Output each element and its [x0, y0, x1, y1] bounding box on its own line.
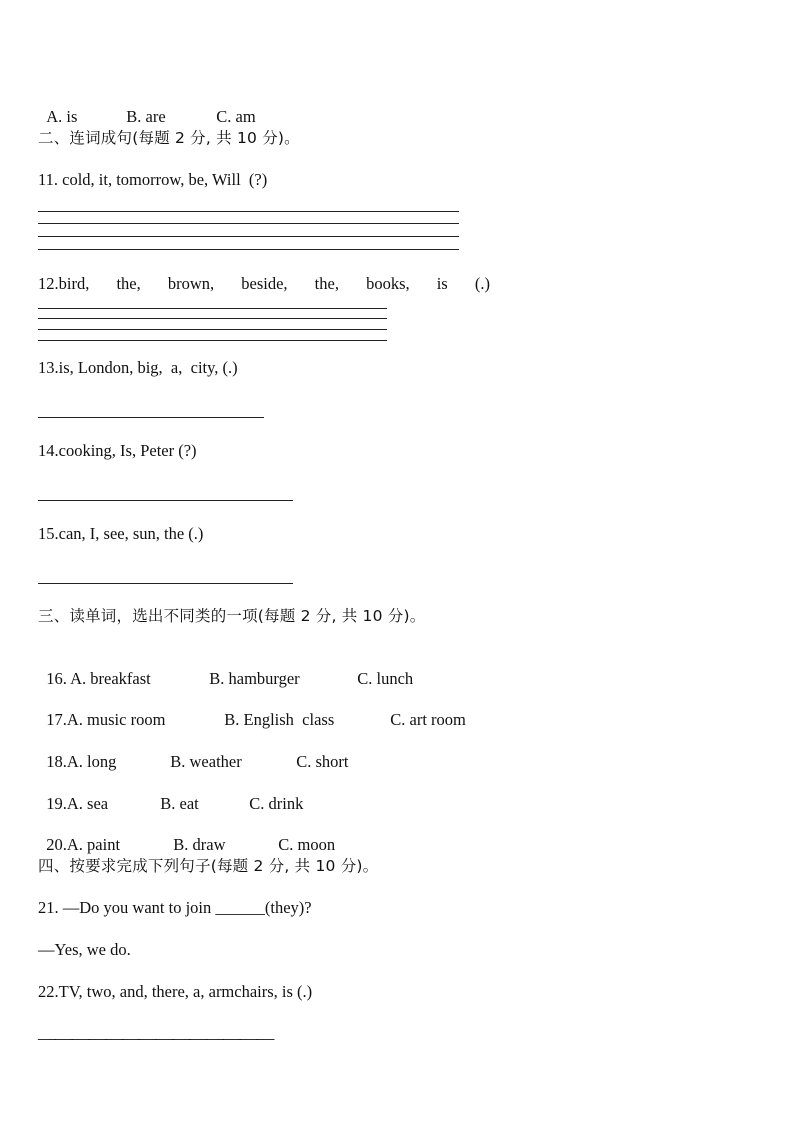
q20-option-b[interactable]: B. draw	[173, 835, 226, 854]
q11-answer-line-3[interactable]	[38, 236, 459, 237]
q17-option-b[interactable]: B. English class	[224, 710, 335, 729]
section2-heading: 二、连词成句(每题 2 分, 共 10 分)。	[38, 129, 300, 147]
section3-heading: 三、读单词，选出不同类的一项(每题 2 分, 共 10 分)。	[38, 607, 426, 625]
q12-answer-line-2[interactable]	[38, 318, 387, 319]
q17-option-a[interactable]: 17.A. music room	[46, 710, 166, 729]
q12-word: 12.bird,	[38, 274, 90, 293]
q17-option-c[interactable]: C. art room	[390, 710, 466, 729]
q10-option-c[interactable]: C. am	[216, 107, 256, 126]
q18-row	[38, 732, 349, 772]
q12-prompt	[38, 274, 490, 294]
q12-word: beside,	[241, 274, 288, 293]
section4-heading: 四、按要求完成下列句子(每题 2 分, 共 10 分)。	[38, 857, 379, 875]
q12-word: brown,	[167, 274, 215, 293]
q15-answer-line[interactable]	[38, 583, 293, 584]
q22-prompt: 22.TV, two, and, there, a, armchairs, is (.)	[38, 982, 313, 1001]
q16-option-b[interactable]: B. hamburger	[209, 669, 300, 688]
q15-prompt: 15.can, I, see, sun, the (.)	[38, 524, 204, 543]
q11-answer-line-2[interactable]	[38, 223, 459, 224]
q17-row	[38, 690, 466, 730]
q13-prompt: 13.is, London, big, a, city, (.)	[38, 358, 238, 377]
q10-option-a[interactable]: A. is	[46, 107, 78, 126]
q14-answer-line[interactable]	[38, 500, 293, 501]
q19-row	[38, 774, 303, 814]
q12-answer-line-3[interactable]	[38, 329, 387, 330]
q19-option-b[interactable]: B. eat	[160, 794, 199, 813]
q18-option-a[interactable]: 18.A. long	[46, 752, 117, 771]
q10-option-b[interactable]: B. are	[126, 107, 166, 126]
q20-row	[38, 815, 335, 855]
q12-word: (.)	[474, 274, 490, 293]
q12-word: the,	[314, 274, 339, 293]
q12-answer-line-1[interactable]	[38, 308, 387, 309]
q12-word: books,	[366, 274, 410, 293]
q16-option-a[interactable]: 16. A. breakfast	[46, 669, 151, 688]
q12-word: is	[436, 274, 448, 293]
q13-answer-line[interactable]	[38, 417, 264, 418]
q16-option-c[interactable]: C. lunch	[357, 669, 414, 688]
q19-option-a[interactable]: 19.A. sea	[46, 794, 109, 813]
q12-answer-line-4[interactable]	[38, 340, 387, 341]
q11-answer-line-1[interactable]	[38, 211, 459, 212]
q21-answer: —Yes, we do.	[38, 940, 131, 959]
q18-option-b[interactable]: B. weather	[170, 752, 242, 771]
q20-option-a[interactable]: 20.A. paint	[46, 835, 121, 854]
q18-option-c[interactable]: C. short	[296, 752, 349, 771]
q19-option-c[interactable]: C. drink	[249, 794, 304, 813]
q20-option-c[interactable]: C. moon	[278, 835, 336, 854]
q22-answer-blank[interactable]: ——————————————	[38, 1028, 274, 1048]
q11-answer-line-4[interactable]	[38, 249, 459, 250]
q21-question: 21. —Do you want to join ______(they)?	[38, 898, 312, 917]
q14-prompt: 14.cooking, Is, Peter (?)	[38, 441, 197, 460]
q12-word: the,	[116, 274, 141, 293]
q16-row	[38, 649, 413, 689]
q11-prompt: 11. cold, it, tomorrow, be, Will (?)	[38, 170, 268, 189]
q10-options	[38, 87, 256, 127]
